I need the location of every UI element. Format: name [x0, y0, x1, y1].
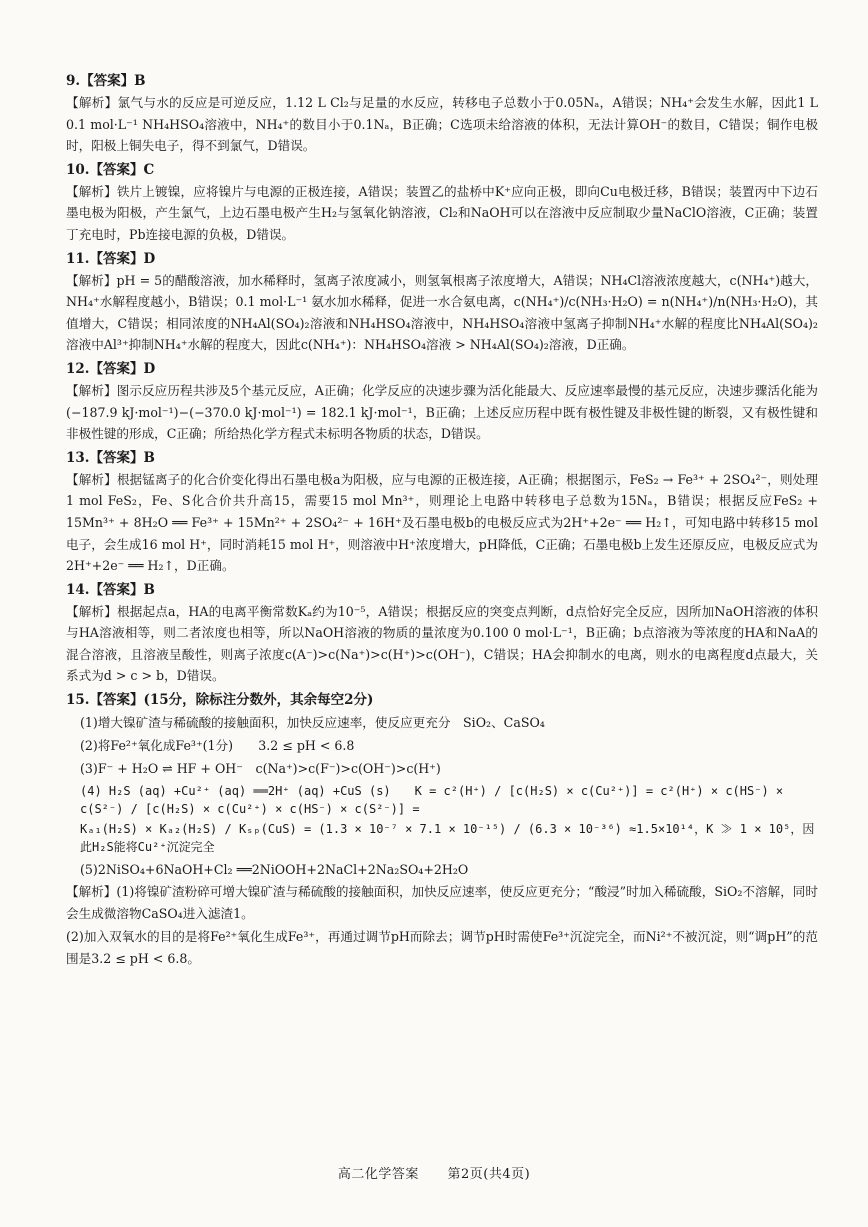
- question-11: [66, 248, 818, 356]
- answer-line: 15.【答案】(15分，除标注分数外，其余每空2分): [66, 692, 374, 709]
- explanation-text: 【解析】氯气与水的反应是可逆反应，1.12 L Cl₂与足量的水反应，转移电子总数小于0.05Nₐ，A错误；NH₄⁺会发生水解，因此1 L 0.1 mol·L⁻¹ NH₄HSO₄溶液中，NH₄⁺的数目小于0.1Nₐ，B正确；C选项未给溶液的体积，无法计算OH⁻的数目，C错误；铜作电极时，阳极上铜失电子，得不到氯气，D错误。: [66, 95, 818, 154]
- question-9: [66, 70, 818, 157]
- explanation-text: 【解析】根据锰离子的化合价变化得出石墨电极a为阳极，应与电源的正极连接，A正确；根据图示，FeS₂ → Fe³⁺ + 2SO₄²⁻，则处理1 mol FeS₂，Fe、S化合价共升高15，需要15 mol Mn³⁺，则理论上电路中转移电子总数为15Nₐ，B错误；根据反应FeS₂ + 15Mn³⁺ + 8H₂O ══ Fe³⁺ + 15Mn²⁺ + 2SO₄²⁻ + 16H⁺及石墨电极b的电极反应式为2H⁺+2e⁻ ══ H₂↑，可知电路中转移15 mol电子，会生成16 mol H⁺，同时消耗15 mol H⁺，则溶液中H⁺浓度增大，pH降低，C正确；石墨电极b上发生还原反应，电极反应式为2H⁺+2e⁻ ══ H₂↑，D正确。: [66, 471, 818, 574]
- sub-answer-3: (3)F⁻ + H₂O ⇌ HF + OH⁻ c(Na⁺)>c(F⁻)>c(OH⁻)>c(H⁺): [80, 761, 441, 777]
- explanation-text: 【解析】pH = 5的醋酸溶液，加水稀释时，氢离子浓度减小，则氢氧根离子浓度增大，A错误；NH₄Cl溶液浓度越大，c(NH₄⁺)越大，NH₄⁺水解程度越小，B错误；0.1 mol·L⁻¹ 氨水加水稀释，促进一水合氨电离，c(NH₄⁺)/c(NH₃·H₂O) = n(NH₄⁺)/n(NH₃·H₂O)，其值增大，C错误；相同浓度的NH₄Al(SO₄)₂溶液和NH₄HSO₄溶液中，NH₄HSO₄溶液中氢离子抑制NH₄⁺水解的程度比NH₄Al(SO₄)₂溶液中Al³⁺抑制NH₄⁺水解的程度大，因此c(NH₄⁺)：NH₄HSO₄溶液 > NH₄Al(SO₄)₂溶液，D正确。: [66, 272, 818, 353]
- question-14: [66, 579, 818, 687]
- sub-answer-1: (1)增大镍矿渣与稀硫酸的接触面积，加快反应速率，使反应更充分 SiO₂、CaSO₄: [80, 715, 545, 731]
- answer-line: 14.【答案】B: [66, 581, 155, 598]
- question-15: [66, 689, 818, 969]
- sub-answer-5: (5)2NiSO₄+6NaOH+Cl₂ ══2NiOOH+2NaCl+2Na₂SO₄+2H₂O: [80, 862, 469, 878]
- question-13: [66, 447, 818, 577]
- question-12: [66, 358, 818, 445]
- explanation-text: 【解析】铁片上镀镍，应将镍片与电源的正极连接，A错误；装置乙的盐桥中K⁺应向正极，即向Cu电极迁移，B错误；装置丙中下边石墨电极为阳极，产生氯气，上边石墨电极产生H₂与氢氧化钠溶液，Cl₂和NaOH可以在溶液中反应制取少量NaClO溶液，C正确；装置丁充电时，Pb连接电源的负极，D错误。: [66, 183, 818, 242]
- page-footer: [0, 1163, 868, 1182]
- answer-line: 13.【答案】B: [66, 449, 155, 466]
- explanation-text: 【解析】(1)将镍矿渣粉碎可增大镍矿渣与稀硫酸的接触面积，加快反应速率，使反应更充分；“酸浸”时加入稀硫酸，SiO₂不溶解，同时会生成微溶物CaSO₄进入滤渣1。: [66, 884, 818, 921]
- answer-line: 9.【答案】B: [66, 73, 146, 89]
- answer-line: 12.【答案】D: [66, 360, 156, 377]
- explanation-text: 【解析】图示反应历程共涉及5个基元反应，A正确；化学反应的决速步骤为活化能最大、反应速率最慢的基元反应，决速步骤活化能为(−187.9 kJ·mol⁻¹)−(−370.0 kJ·mol⁻¹) = 182.1 kJ·mol⁻¹，B正确；上述反应历程中既有极性键及非极性键的断裂，又有极性键和非极性键的形成，C正确；所给热化学方程式未标明各物质的状态，D错误。: [66, 382, 818, 442]
- question-10: [66, 159, 818, 246]
- answer-line: 11.【答案】D: [66, 250, 156, 267]
- explanation-text: 【解析】根据起点a，HA的电离平衡常数Kₐ约为10⁻⁵，A错误；根据反应的突变点判断，d点恰好完全反应，因所加NaOH溶液的体积与HA溶液相等，则二者浓度也相等，所以NaOH溶液的物质的量浓度为0.100 0 mol·L⁻¹，B正确；b点溶液为等浓度的HA和NaA的混合溶液，且溶液呈酸性，则离子浓度c(A⁻)>c(Na⁺)>c(H⁺)>c(OH⁻)，C错误；HA会抑制水的电离，则水的电离程度d点最大，关系式为d > c > b，D错误。: [66, 603, 818, 684]
- explanation-text: (2)加入双氧水的目的是将Fe²⁺氧化生成Fe³⁺，再通过调节pH而除去；调节pH时需使Fe³⁺沉淀完全，而Ni²⁺不被沉淀，则“调pH”的范围是3.2 ≤ pH < 6.8。: [66, 929, 818, 966]
- footer-page-number: 第2页(共4页): [447, 1167, 531, 1182]
- equilibrium-constant-expression: (4) H₂S (aq) +Cu²⁺ (aq) ══2H⁺ (aq) +CuS (s) K = c²(H⁺) / [c(H₂S) × c(Cu²⁺)] = c²(H⁺) × c(HS⁻) × c(S²⁻) / [c(H₂S) × c(Cu²⁺) × c(HS⁻) × c(S²⁻)] =: [80, 784, 791, 817]
- answer-line: 10.【答案】C: [66, 161, 155, 178]
- footer-subject: 高二化学答案: [337, 1167, 419, 1182]
- equilibrium-constant-calculation: Kₐ₁(H₂S) × Kₐ₂(H₂S) / Kₛₚ(CuS) = (1.3 × 10⁻⁷ × 7.1 × 10⁻¹⁵) / (6.3 × 10⁻³⁶) ≈1.5×10¹⁴，K ≫ 1 × 10⁵，因此H₂S能将Cu²⁺沉淀完全: [80, 822, 815, 855]
- sub-answer-2: (2)将Fe²⁺氧化成Fe³⁺(1分) 3.2 ≤ pH < 6.8: [80, 738, 355, 754]
